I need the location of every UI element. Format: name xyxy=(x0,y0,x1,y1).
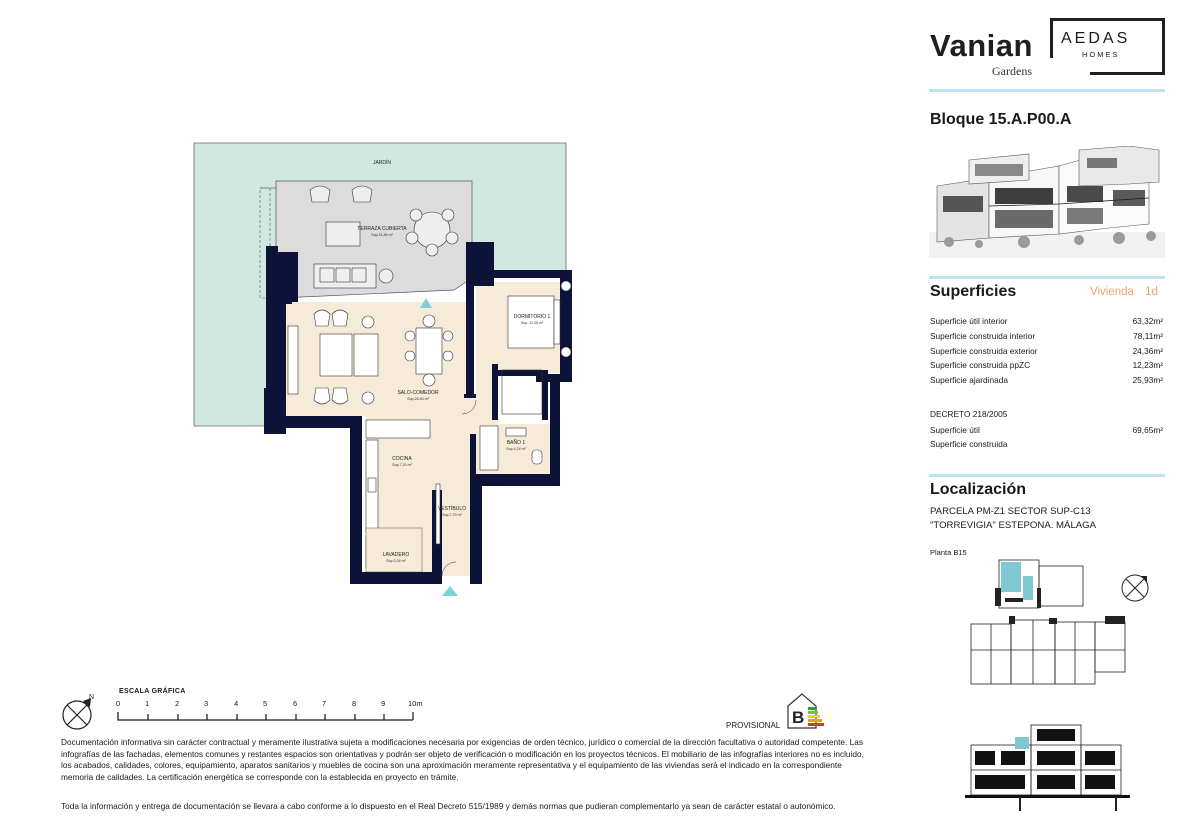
surface-value: 24,36m² xyxy=(1132,346,1163,356)
company-logo xyxy=(1050,18,1165,75)
surface-label: Superficie construida ppZC xyxy=(930,360,1031,370)
garden-label: JARDÍN xyxy=(372,160,392,166)
energy-label-icon xyxy=(786,692,828,730)
scale-tick: 10m xyxy=(408,699,423,708)
company-sub: HOMES xyxy=(1082,50,1120,59)
svg-text:N: N xyxy=(89,694,95,701)
graphic-scale xyxy=(115,688,435,728)
room-label: SALO-COMEDOR xyxy=(397,390,439,396)
room-area: Sup.3,34 m² xyxy=(386,559,406,563)
scale-tick: 1 xyxy=(145,699,150,708)
room-label: BAÑO 1 xyxy=(506,440,526,446)
site-plan xyxy=(965,558,1170,688)
legal-note: Toda la información y entrega de documentación se llevara a cabo conforme a lo dispuesto en el Real Decreto 515/1989 y demás normas que pudieran complementarlo ya sean de carácter estatal o autonómico. xyxy=(61,801,836,811)
surface-value: 78,11m² xyxy=(1133,331,1163,341)
superficies-title: Superficies xyxy=(930,283,1017,300)
scale-title: ESCALA GRÁFICA xyxy=(119,688,186,695)
localizacion-title: Localización xyxy=(930,481,1027,498)
divider xyxy=(929,474,1165,477)
room-label: COCINA xyxy=(392,456,412,462)
scale-tick: 5 xyxy=(263,699,268,708)
surface-label: Superficie ajardinada xyxy=(930,375,1008,385)
scale-bar xyxy=(115,710,425,722)
provisional-label: PROVISIONAL xyxy=(726,721,781,730)
scale-tick: 2 xyxy=(175,699,180,708)
scale-tick: 6 xyxy=(293,699,298,708)
scale-tick: 9 xyxy=(381,699,386,708)
room-area: Sup.7,70 m² xyxy=(442,513,462,517)
block-title: Bloque 15.A.P00.A xyxy=(930,111,1072,128)
scale-tick: 7 xyxy=(322,699,327,708)
surface-value: 12,23m² xyxy=(1132,360,1163,370)
room-area: Sup.26,63 m² xyxy=(407,397,429,401)
location-line: "TORREVIGIA" ESTEPONA. MÁLAGA xyxy=(930,520,1097,531)
surface-label: Superficie útil xyxy=(930,425,980,435)
floor-plan xyxy=(180,138,600,603)
company-name: AEDAS xyxy=(1061,30,1131,47)
surface-label: Superficie construida exterior xyxy=(930,346,1038,356)
brand-name: Vanian xyxy=(930,28,1033,63)
room-label: VESTÍBULO xyxy=(437,506,467,512)
compass-icon xyxy=(60,690,100,730)
location-line: PARCELA PM-Z1 SECTOR SUP-C13 xyxy=(930,506,1091,517)
planta-label: Planta B15 xyxy=(930,548,967,557)
brand-logo xyxy=(930,18,1170,80)
surface-value: 25,93m² xyxy=(1132,375,1163,385)
room-area: Sup.21,86 m² xyxy=(371,233,393,237)
building-render xyxy=(929,146,1165,258)
room-area: Sup. 11,38 m² xyxy=(520,321,544,325)
energy-rating: B xyxy=(792,708,805,727)
elevation-drawing xyxy=(965,715,1130,815)
surface-label: Superficie útil interior xyxy=(930,316,1008,326)
surface-label: Superficie construida interior xyxy=(930,331,1036,341)
divider xyxy=(929,89,1165,92)
entrance-arrow xyxy=(442,586,458,596)
dwelling-type: Vivienda 1d xyxy=(1090,286,1158,298)
room-label: TERRAZA CUBIERTA xyxy=(357,226,407,232)
surface-label: Superficie construida xyxy=(930,439,1008,449)
surface-value: 63,32m² xyxy=(1132,316,1163,326)
scale-tick: 4 xyxy=(234,699,239,708)
scale-tick: 0 xyxy=(116,699,121,708)
room-area: Sup.4,24 m² xyxy=(506,447,526,451)
divider xyxy=(929,276,1165,279)
room-area: Sup.7,20 m² xyxy=(392,463,412,467)
scale-tick: 8 xyxy=(352,699,357,708)
scale-tick: 3 xyxy=(204,699,209,708)
surface-value: 69,65m² xyxy=(1132,425,1163,435)
disclaimer-text: Documentación informativa sin carácter contractual y meramente ilustrativa sujeta a modificaciones necesaria por exigencias de orden técnico, jurídico o comercial de la dirección facultativa o autoridad competente. Las infografías de las fachadas, elementos comunes y restantes espacios son orientativas y podrán ser objeto de verificación o modificación en los proyectos técnicos. El mobiliario de las infografías interiores no es incluido, los acabados, calidades, colores, equipamiento, aparatos sanitarios y muebles de cocina son una aproximación meramente representativa y el equipamiento de las viviendas será el indicado en la correspondiente memoria de calidades. La certificación energética se corresponde con la establecida en proyecto en trámite. xyxy=(61,737,864,782)
room-label: DORMITORIO 1 xyxy=(513,314,551,320)
brand-sub: Gardens xyxy=(992,64,1032,78)
room-label: LAVADERO xyxy=(382,552,410,558)
